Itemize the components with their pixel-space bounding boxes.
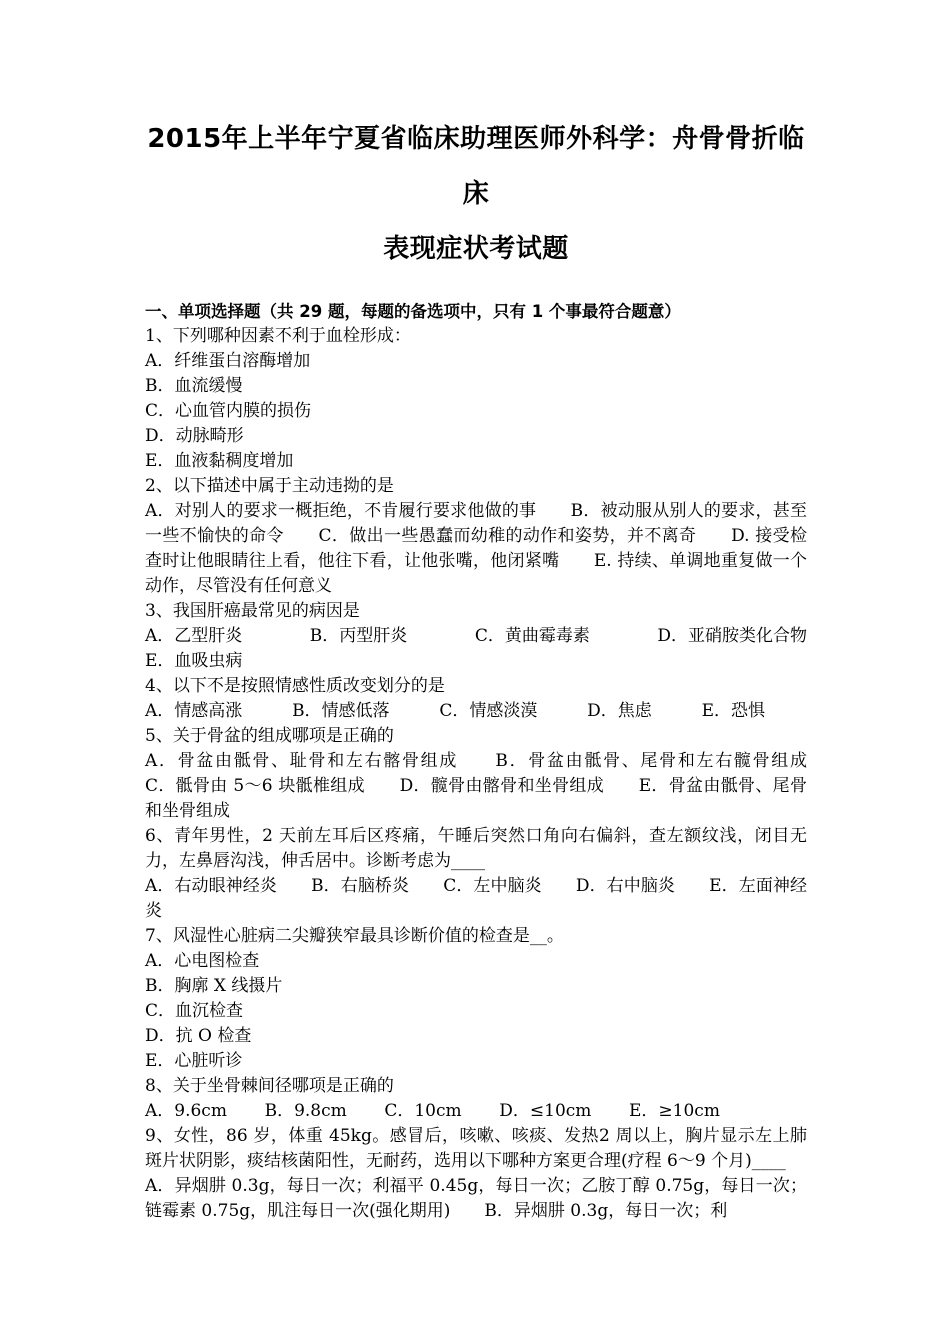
question-stem: 8、关于坐骨棘间径哪项是正确的 (145, 1076, 394, 1096)
question-stem: 9、女性，86 岁，体重 45kg。感冒后，咳嗽、咳痰、发热2 周以上，胸片显示左上肺斑片状阴影，痰结核菌阳性，无耐药，选用以下哪种方案更合理(疗程 6～9 个月)____ (145, 1126, 807, 1171)
options-paragraph: A．右动眼神经炎 B．右脑桥炎 C．左中脑炎 D．右中脑炎 E．左面神经炎 (145, 876, 807, 921)
question-stem: 5、关于骨盆的组成哪项是正确的 (145, 726, 394, 746)
title-line-1: 2015年上半年宁夏省临床助理医师外科学：舟骨骨折临床 (147, 124, 805, 209)
option: C．血沉检查 (145, 1001, 244, 1021)
option: E．血液黏稠度增加 (145, 451, 294, 471)
question-stem: 7、风湿性心脏病二尖瓣狭窄最具诊断价值的检查是__。 (145, 926, 564, 946)
option: C．心血管内膜的损伤 (145, 401, 312, 421)
option: A．心电图检查 (145, 951, 260, 971)
options-row (145, 624, 807, 649)
option: C．10cm (384, 1101, 462, 1121)
option: D．动脉畸形 (145, 426, 244, 446)
option: C．黄曲霉毒素 (474, 626, 590, 646)
question-9 (145, 1124, 807, 1224)
question-8 (145, 1074, 807, 1124)
question-stem: 1、下列哪种因素不利于血栓形成： (145, 326, 411, 346)
question-1 (145, 324, 807, 474)
question-3 (145, 599, 807, 674)
option: A．9.6cm (145, 1101, 227, 1121)
options-row (145, 699, 765, 724)
option: A．纤维蛋白溶酶增加 (145, 351, 311, 371)
option: E．≥10cm (629, 1101, 720, 1121)
option: D．≤10cm (499, 1101, 592, 1121)
question-stem: 3、我国肝癌最常见的病因是 (145, 601, 360, 621)
question-stem: 6、青年男性，2 天前左耳后区疼痛，午睡后突然口角向右偏斜，查左额纹浅，闭目无力，左鼻唇沟浅，伸舌居中。诊断考虑为____ (145, 826, 807, 871)
option: B．9.8cm (264, 1101, 347, 1121)
option: E．血吸虫病 (145, 651, 243, 671)
option: A．情感高涨 (145, 701, 243, 721)
document-page (145, 112, 841, 1224)
option: A．乙型肝炎 (145, 626, 243, 646)
options-paragraph: A．异烟肼 0.3g，每日一次；利福平 0.45g，每日一次；乙胺丁醇 0.75g，每日一次；链霉素 0.75g，肌注每日一次(强化期用) B．异烟肼 0.3g，每日一次；利 (145, 1176, 807, 1221)
options-row (145, 1099, 720, 1124)
option: E．心脏听诊 (145, 1051, 243, 1071)
question-stem: 2、以下描述中属于主动违拗的是 (145, 476, 394, 496)
option: B．情感低落 (292, 701, 390, 721)
option: B．血流缓慢 (145, 376, 243, 396)
option: E．恐惧 (701, 701, 765, 721)
question-5 (145, 724, 841, 824)
option: C．情感淡漠 (439, 701, 538, 721)
question-stem: 4、以下不是按照情感性质改变划分的是 (145, 676, 445, 696)
document-title (145, 112, 807, 277)
options-paragraph: A．对别人的要求一概拒绝，不肯履行要求他做的事 B．被动服从别人的要求，甚至一些不愉快的命令 C．做出一些愚蠢而幼稚的动作和姿势，并不离奇 D. 接受检查时让他眼睛往上看，他往下看，让他张嘴，他闭紧嘴 E. 持续、单调地重复做一个动作，尽管没有任何意义 (145, 501, 807, 596)
question-4 (145, 674, 807, 724)
question-7 (145, 924, 807, 1074)
option: B．胸廓 X 线摄片 (145, 976, 283, 996)
option: D．亚硝胺类化合物 (657, 626, 807, 646)
section-heading: 一、单项选择题（共 29 题，每题的备选项中，只有 1 个事最符合题意） (145, 302, 681, 321)
options-paragraph: A．骨盆由骶骨、耻骨和左右髂骨组成 B．骨盆由骶骨、尾骨和左右髋骨组成 C．骶骨由 5～6 块骶椎组成 D．髋骨由髂骨和坐骨组成 E．骨盆由骶骨、尾骨和坐骨组成 (145, 751, 841, 821)
option: D．焦虑 (587, 701, 652, 721)
question-6 (145, 824, 807, 924)
question-2 (145, 474, 807, 599)
option: D．抗 O 检查 (145, 1026, 252, 1046)
option: B．丙型肝炎 (309, 626, 408, 646)
title-line-2: 表现症状考试题 (383, 234, 569, 264)
